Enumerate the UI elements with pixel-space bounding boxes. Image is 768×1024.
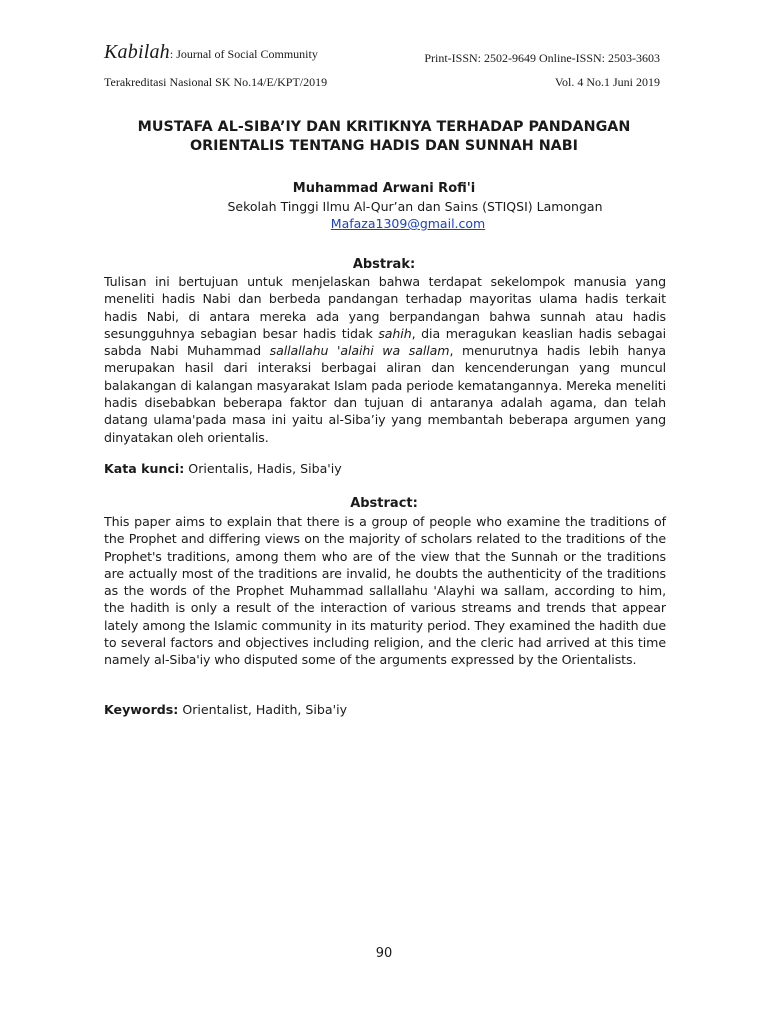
abstrak-italic-2: sallallahu 'alaihi wa sallam [269,343,450,359]
abstrak-heading: Abstrak: [352,257,416,272]
abstract-heading: Abstract: [350,496,418,511]
author-name: Muhammad Arwani Rofi'i [292,181,476,196]
journal-name: Kabilah [104,41,170,63]
keywords [104,702,664,717]
abstrak-text-part-3: , menurutnya hadis lebih hanya merupakan hasil dari interaksi berbagai aliran dan kencenderungan yang muncul balakangan di kalangan masyarakat Islam pada periode kematangannya. Mereka meneliti hadis disebabkan beberapa faktor dan tujuan di antaranya adalah agama, dan telah datang ulama'pada masa ini yaitu al-Siba’iy yang membantah beberapa argumen yang dinyatakan oleh orientalis. [104,343,666,445]
abstrak-text-part-1: Tulisan ini bertujuan untuk menjelaskan bahwa terdapat sekelompok manusia yang meneliti hadis Nabi dan berbeda pandangan terhadap mayoritas ulama hadis terkait hadis Nabi, di antara mereka ada yang berpandangan bahwa sunnah atau hadis sesungguhnya sebagian besar hadis tidak [104,274,666,341]
header-bottom-row [104,74,660,90]
abstrak-text [104,273,666,446]
email-link[interactable]: Mafaza1309@gmail.com [330,216,486,231]
abstrak-italic-1: sahih [378,325,412,341]
author-affiliation: Sekolah Tinggi Ilmu Al-Qur’an dan Sains (STIQSI) Lamongan [227,199,603,214]
page-number: 90 [375,946,393,961]
issn-text: Print-ISSN: 2502-9649 Online-ISSN: 2503-3603 [424,51,660,65]
journal-subtitle: : Journal of Social Community [169,47,318,61]
accreditation-text: Terakreditasi Nasional SK No.14/E/KPT/2019 [104,75,328,89]
volume-text: Vol. 4 No.1 Juni 2019 [554,75,660,89]
keywords-values: Orientalist, Hadith, Siba'iy [178,702,348,717]
kata-kunci [104,461,664,476]
abstrak-text-part-2: , dia meragukan keaslian hadis sebagai sabda Nabi Muhammad [104,325,667,359]
kata-kunci-values: Orientalis, Hadis, Siba'iy [184,461,342,476]
article-title: MUSTAFA AL-SIBA’IY DAN KRITIKNYA TERHADAP PANDANGAN ORIENTALIS TENTANG HADIS DAN SUNNAH NABI [137,119,631,154]
header-top-row [104,41,660,66]
author-email [200,216,616,231]
keywords-label: Keywords: [104,702,179,717]
abstract-text: This paper aims to explain that there is a group of people who examine the traditions of the Prophet and differing views on the majority of scholars related to the traditions of the Prophet's traditions, among them who are of the view that the Sunnah or the traditions are actually most of the traditions are invalid, he doubts the authenticity of the traditions as the words of the Prophet Muhammad sallallahu 'Alayhi wa sallam, according to him, the hadith is only a result of the interaction of various streams and trends that appear lately among the Islamic community in its maturity period. They examined the hadith due to several factors and objectives including religion, and the cleric had arrived at this time namely al-Siba'iy who disputed some of the arguments expressed by the Orientalists. [104,514,666,668]
journal-title [104,41,318,66]
kata-kunci-label: Kata kunci: [104,461,185,476]
